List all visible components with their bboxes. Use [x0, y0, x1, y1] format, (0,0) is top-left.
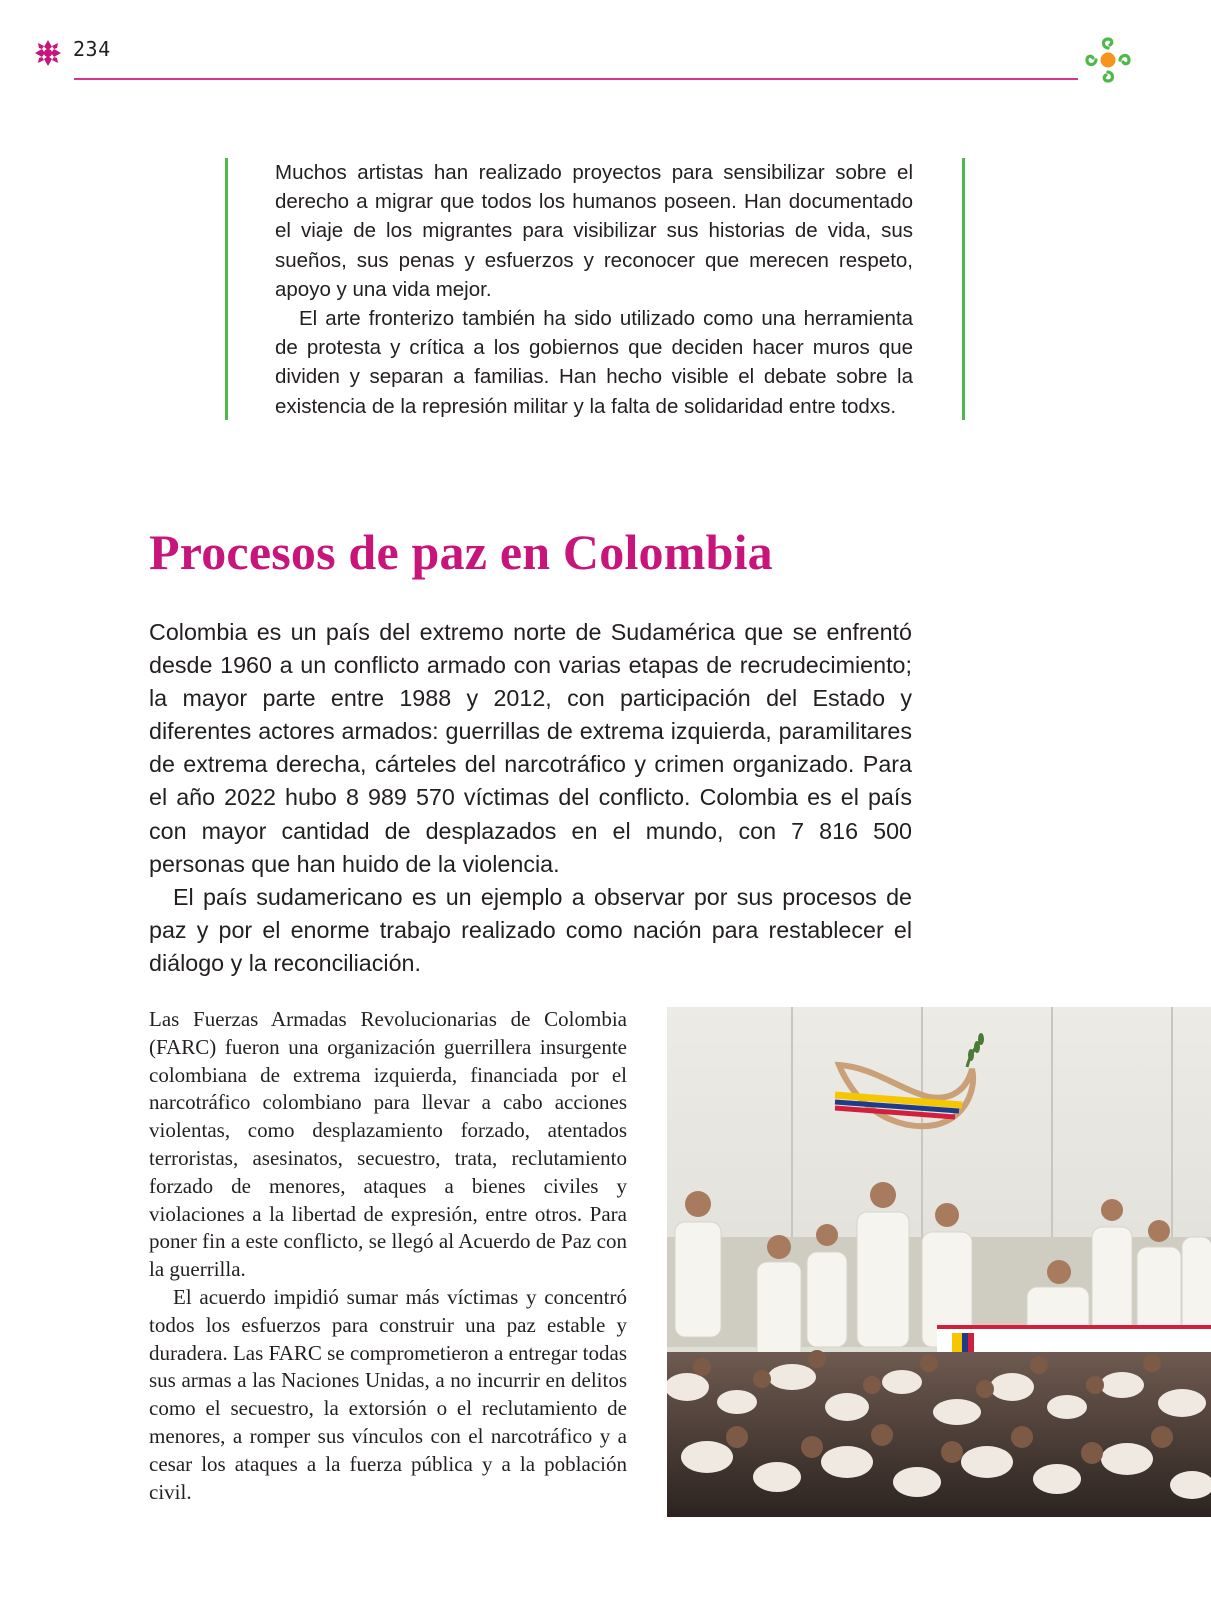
migration-art-box [225, 158, 965, 420]
peace-ceremony-photo [667, 1007, 1211, 1517]
intro-paragraph: Colombia es un país del extremo norte de Sudamérica que se enfrentó desde 1960 a un conflicto armado con varias etapas de recrudecimiento; la mayor parte entre 1988 y 2012, con participación del Estado y diferentes actores armados: guerrillas de extrema izquierda, paramilitares de extrema derecha, cárteles del narcotráfico y crimen organizado. Para el año 2022 hubo 8 989 570 víctimas del conflicto. Colombia es el país con mayor cantidad de desplazados en el mundo, con 7 816 500 personas que han huido de la violencia. [149, 619, 912, 877]
box-right-bar [962, 158, 965, 420]
header-rule [74, 78, 1078, 80]
farc-paragraph: Las Fuerzas Armadas Revolucionarias de Colombia (FARC) fueron una organización guerrillera insurgente colombiana de extrema izquierda, financiada por el narcotráfico colombiano para llevar a cabo acciones violentas, como desplazamiento forzado, atentados terroristas, asesinatos, secuestro, trata, reclutamiento forzado de menores, ataques a bienes civiles y violaciones a la libertad de expresión, entre otros. Para poner fin a este conflicto, se llegó al Acuerdo de Paz con la guerrilla. [149, 1007, 627, 1282]
intro-paragraph: El país sudamericano es un ejemplo a observar por sus procesos de paz y por el enorme trabajo realizado como nación para restablecer el diálogo y la reconciliación. [149, 883, 912, 976]
box-paragraph: Muchos artistas han realizado proyectos para sensibilizar sobre el derecho a migrar que todos los humanos poseen. Han documentado el viaje de los migrantes para visibilizar sus historias de vida, sus sueños, sus penas y esfuerzos y reconocer que merecen respeto, apoyo y una vida mejor. [275, 161, 913, 301]
sun-swirl-logo-icon [1082, 34, 1134, 86]
flower-emblem-icon [33, 38, 63, 68]
farc-paragraph: El acuerdo impidió sumar más víctimas y concentró todos los esfuerzos para construir una paz estable y duradera. Las FARC se comprometieron a entregar todas sus armas a las Naciones Unidas, a no incurrir en delitos como el secuestro, la extorsión o el reclutamiento de menores, a romper sus vínculos con el narcotráfico y a cesar los ataques a la fuerza pública y a la población civil. [149, 1284, 627, 1504]
box-text [275, 158, 913, 421]
section-title: Procesos de paz en Colombia [149, 524, 773, 580]
box-paragraph: El arte fronterizo también ha sido utilizado como una herramienta de protesta y crítica a los gobiernos que deciden hacer muros que dividen y separan a familias. Han hecho visible el debate sobre la existencia de la represión militar y la falta de solidaridad entre todxs. [275, 307, 913, 418]
farc-text [149, 1006, 627, 1506]
box-left-bar [225, 158, 228, 420]
intro-text [149, 616, 912, 980]
page-number: 234 [73, 37, 111, 61]
